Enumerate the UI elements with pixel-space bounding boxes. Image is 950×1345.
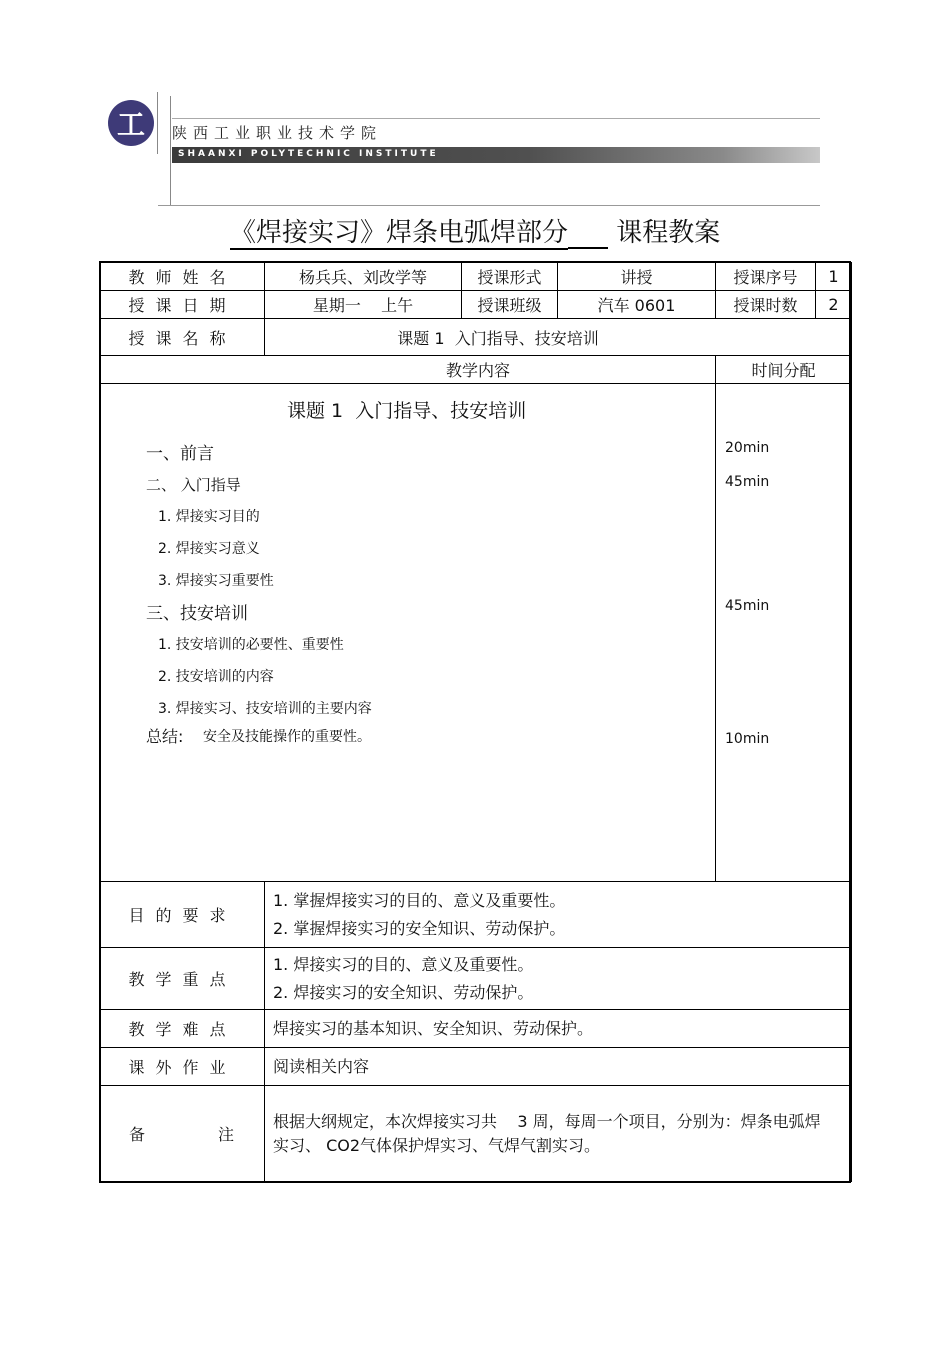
remarks-text: 根据大纲规定，本次焊接实习共 3 周，每周一个项目，分别为：焊条电弧焊实习、 CO2气体保护焊实习、气焊气割实习。 bbox=[265, 1086, 852, 1182]
title-main: 《焊接实习》焊条电弧焊部分 bbox=[230, 218, 569, 248]
date-label: 授课日期 bbox=[101, 291, 265, 319]
content-header: 教学内容 bbox=[101, 356, 716, 384]
summary-label: 总结: bbox=[146, 727, 184, 746]
objective-line: 1. 掌握焊接实习的目的、意义及重要性。 bbox=[273, 890, 566, 910]
summary-text: 安全及技能操作的重要性。 bbox=[203, 729, 371, 745]
section-heading: 三、技安培训 bbox=[146, 604, 248, 624]
school-name-cn: 陕西工业职业技术学院 bbox=[172, 124, 383, 142]
difficulties-text: 焊接实习的基本知识、安全知识、劳动保护。 bbox=[265, 1010, 852, 1048]
topic-title: 课题 1 入门指导、技安培训 bbox=[287, 400, 527, 422]
time-value: 20min bbox=[725, 440, 770, 456]
list-item: 2. 技安培训的内容 bbox=[158, 669, 274, 685]
logo-glyph: 工 bbox=[116, 108, 145, 141]
lesson-plan-table bbox=[100, 262, 852, 1182]
objective-line: 2. 掌握焊接实习的安全知识、劳动保护。 bbox=[273, 918, 566, 938]
objectives-text bbox=[265, 882, 852, 948]
key-point-line: 2. 焊接实习的安全知识、劳动保护。 bbox=[273, 982, 534, 1002]
school-logo bbox=[100, 92, 157, 154]
school-name-en: SHAANXI POLYTECHNIC INSTITUTE bbox=[178, 149, 439, 159]
hours-value: 2 bbox=[816, 291, 852, 319]
header-divider bbox=[157, 92, 158, 154]
header-rule bbox=[172, 118, 820, 119]
list-item: 2. 焊接实习意义 bbox=[158, 541, 260, 557]
seq-value: 1 bbox=[816, 263, 852, 291]
date-value: 星期一 上午 bbox=[265, 291, 462, 319]
list-item: 1. 技安培训的必要性、重要性 bbox=[158, 637, 344, 653]
homework-text: 阅读相关内容 bbox=[265, 1048, 852, 1086]
header-divider bbox=[170, 96, 171, 206]
objectives-label: 目的要求 bbox=[101, 882, 265, 948]
section-heading: 二、 入门指导 bbox=[146, 476, 241, 494]
time-column bbox=[716, 384, 852, 882]
time-value: 45min bbox=[725, 598, 770, 614]
class-value: 汽车 0601 bbox=[558, 291, 716, 319]
remarks-label-b: 注 bbox=[217, 1125, 234, 1144]
time-header: 时间分配 bbox=[716, 356, 852, 384]
list-item: 3. 焊接实习重要性 bbox=[158, 573, 274, 589]
key-points-label: 教学重点 bbox=[101, 948, 265, 1010]
teacher-value: 杨兵兵、刘改学等 bbox=[265, 263, 462, 291]
time-value: 10min bbox=[725, 731, 770, 747]
seq-label: 授课序号 bbox=[716, 263, 816, 291]
teacher-label: 教师姓名 bbox=[101, 263, 265, 291]
key-points-text bbox=[265, 948, 852, 1010]
page-title bbox=[230, 212, 720, 249]
name-value: 课题 1 入门指导、技安培训 bbox=[265, 319, 852, 356]
header-rule bbox=[158, 205, 820, 206]
class-label: 授课班级 bbox=[462, 291, 558, 319]
time-value: 45min bbox=[725, 474, 770, 490]
list-item: 3. 焊接实习、技安培训的主要内容 bbox=[158, 701, 372, 717]
list-item: 1. 焊接实习目的 bbox=[158, 509, 260, 525]
title-blank bbox=[568, 221, 608, 249]
content-body bbox=[101, 384, 716, 882]
section-heading: 一、前言 bbox=[146, 444, 214, 464]
homework-label: 课外作业 bbox=[101, 1048, 265, 1086]
difficulties-label: 教学难点 bbox=[101, 1010, 265, 1048]
remarks-label bbox=[101, 1086, 265, 1182]
name-label: 授课名称 bbox=[101, 319, 265, 356]
remarks-label-a: 备 bbox=[129, 1125, 146, 1144]
key-point-line: 1. 焊接实习的目的、意义及重要性。 bbox=[273, 954, 534, 974]
hours-label: 授课时数 bbox=[716, 291, 816, 319]
form-value: 讲授 bbox=[558, 263, 716, 291]
title-suffix: 课程教案 bbox=[616, 218, 721, 248]
form-label: 授课形式 bbox=[462, 263, 558, 291]
